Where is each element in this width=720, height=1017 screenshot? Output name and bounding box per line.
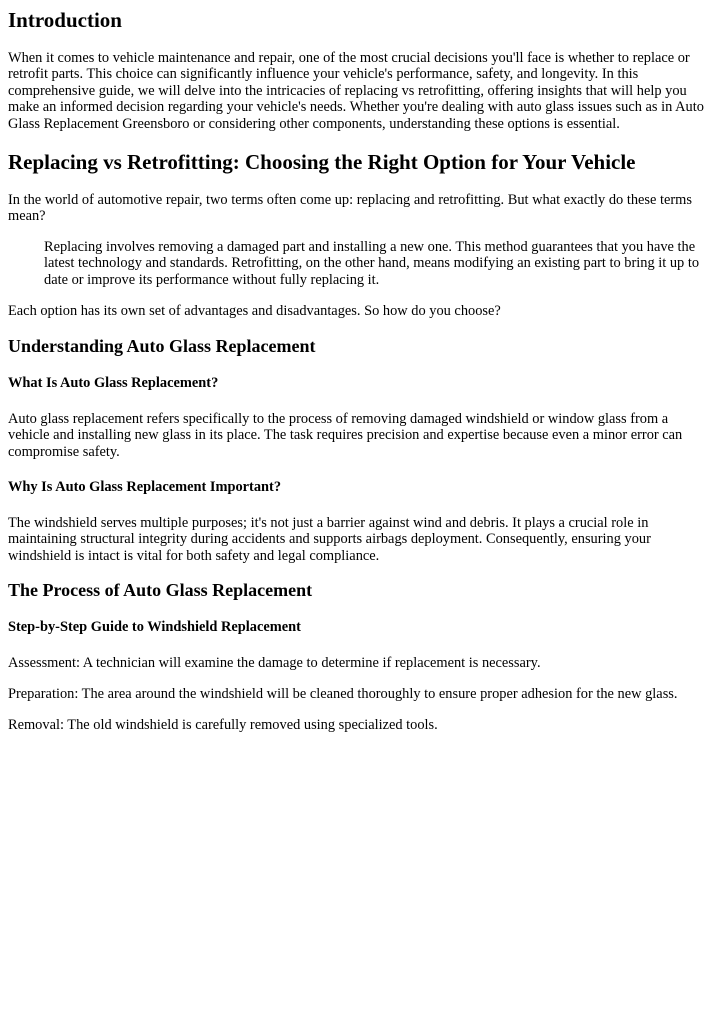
process-heading: The Process of Auto Glass Replacement xyxy=(8,580,313,600)
what-heading: What Is Auto Glass Replacement? xyxy=(8,375,219,391)
why-heading: Why Is Auto Glass Replacement Important? xyxy=(8,479,282,495)
step-preparation: Preparation: The area around the windshield will be cleaned thoroughly to ensure proper adhesion for the new glass. xyxy=(8,686,678,702)
why-paragraph: The windshield serves multiple purposes; it's not just a barrier against wind and debris. It plays a crucial role in maintaining structural integrity during accidents and supports airbags deployment. Consequently, ensuring your windshield is intact is vital for both safety and legal compliance. xyxy=(8,515,651,564)
steps-heading: Step-by-Step Guide to Windshield Replacement xyxy=(8,619,301,635)
definition-blockquote: Replacing involves removing a damaged part and installing a new one. This method guarantees that you have the latest technology and standards. Retrofitting, on the other hand, means modifying an existing part to bring it up to date or improve its performance without fully replacing it. xyxy=(44,239,700,288)
what-paragraph: Auto glass replacement refers specifically to the process of removing damaged windshield or window glass from a vehicle and installing new glass in its place. The task requires precision and expertise because even a minor error can compromise safety. xyxy=(8,411,683,460)
understanding-heading: Understanding Auto Glass Replacement xyxy=(8,336,316,356)
main-paragraph: In the world of automotive repair, two terms often come up: replacing and retrofitting. But what exactly do these terms mean? xyxy=(8,192,692,225)
choice-paragraph: Each option has its own set of advantages and disadvantages. So how do you choose? xyxy=(8,303,501,319)
step-removal: Removal: The old windshield is carefully removed using specialized tools. xyxy=(8,717,438,733)
main-heading: Replacing vs Retrofitting: Choosing the Right Option for Your Vehicle xyxy=(8,150,636,174)
intro-heading: Introduction xyxy=(8,8,122,32)
intro-paragraph: When it comes to vehicle maintenance and repair, one of the most crucial decisions you'll face is whether to replace or retrofit parts. This choice can significantly influence your vehicle's performance, safety, and longevity. In this comprehensive guide, we will delve into the intricacies of replacing vs retrofitting, offering insights that will help you make an informed decision regarding your vehicle's needs. Whether you're dealing with auto glass issues such as in Auto Glass Replacement Greensboro or considering other components, understanding these options is essential. xyxy=(8,50,704,132)
step-assessment: Assessment: A technician will examine the damage to determine if replacement is necessary. xyxy=(8,655,541,671)
